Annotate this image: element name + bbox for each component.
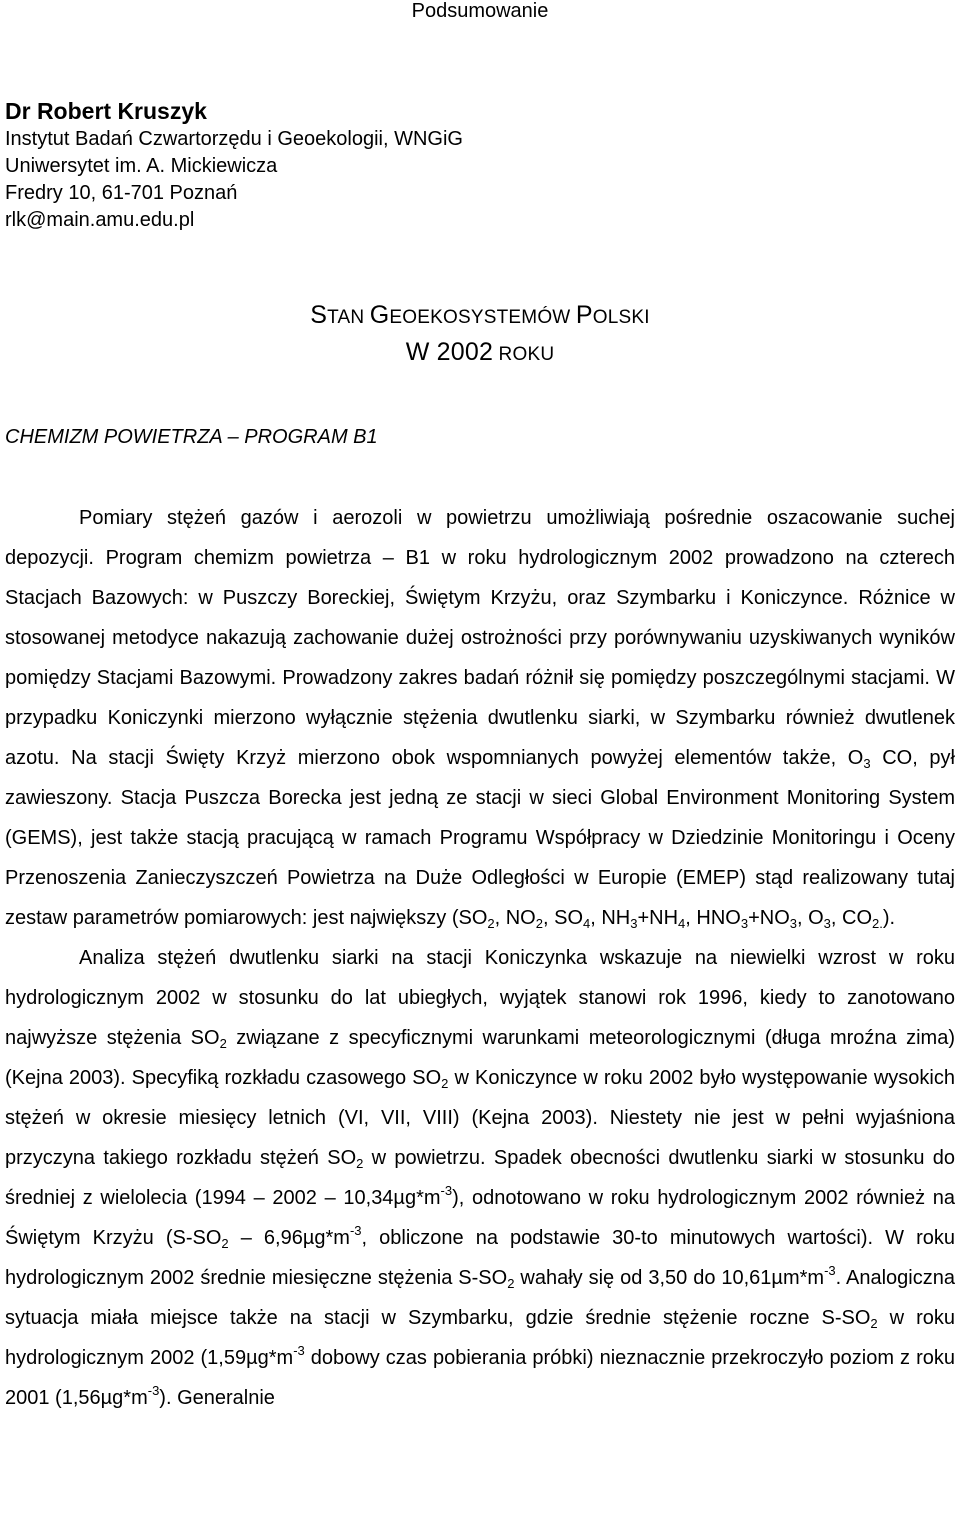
subscript: 3 (740, 916, 749, 931)
subscript: 2 (507, 1276, 515, 1291)
superscript: -3 (147, 1383, 160, 1398)
subscript: 4 (583, 916, 591, 931)
superscript: -3 (293, 1343, 305, 1358)
author-university: Uniwersytet im. A. Mickiewicza (5, 155, 278, 177)
subscript: 3 (863, 756, 871, 771)
title-word-rest: ROKU (493, 344, 555, 365)
author-affiliation: Instytut Badań Czwartorzędu i Geoekologii, WNGiG (5, 128, 463, 150)
title-word-rest: TAN (327, 307, 370, 328)
page-header (0, 0, 960, 22)
header-text: Podsumowanie (411, 0, 549, 22)
superscript: -3 (440, 1183, 453, 1198)
author-name: Dr Robert Kruszyk (5, 98, 207, 124)
title-line-2 (0, 335, 960, 372)
title-word-initial: S (310, 301, 328, 329)
title-year: W 2002 (405, 338, 494, 366)
title-word-initial: P (575, 301, 593, 329)
title-word-initial: G (369, 301, 390, 329)
subscript: 3 (789, 916, 797, 931)
subscript: 2 (870, 1316, 878, 1331)
subscript: 2 (535, 916, 543, 931)
author-address: Fredry 10, 61-701 Poznań (5, 182, 238, 204)
superscript: -3 (349, 1223, 362, 1238)
paragraph: Pomiary stężeń gazów i aerozoli w powietrzu umożliwiają pośrednie oszacowanie suchej depozycji. Program chemizm powietrza – B1 w roku hydrologicznym 2002 prowadzono na czterech Stacjach Bazowych: w Puszczy Boreckiej, Świętym Krzyżu, oraz Szymbarku i Koniczynce. Różnice w stosowanej metodyce nakazują zachowanie dużej ostrożności przy porównywaniu uzyskiwanych wyników pomiędzy Stacjami Bazowymi. Prowadzony zakres badań różnił się pomiędzy poszczególnymi stacjami. W przypadku Koniczynki mierzono wyłącznie stężenia dwutlenku siarki, w Szymbarku również dwutlenek azotu. Na stacji Święty Krzyż mierzono obok wspomnianych powyżej elementów także, $O_3$ CO, pył zawieszony. Stacja Puszcza Borecka jest jedną ze stacji w sieci Global Environment Monitoring System (GEMS), jest także stacją pracującą w ramach Programu Współpracy w Dziedzinie Monitoringu i Oceny Przenoszenia Zanieczyszczeń Powietrza na Duże Odległości w Europie (EMEP) stąd realizowany tutaj zestaw parametrów pomiarowych: jest największy ($SO_2$, $NO_2$, $SO_4$, $NH_3+NH_4$, $HNO_3+NO_3$, $O_3$, $CO_{2.}$). (5, 507, 955, 931)
subscript: 2 (487, 916, 495, 931)
subscript: 3 (630, 916, 638, 931)
subscript: 2 (219, 1036, 227, 1051)
subscript: 2 (441, 1076, 449, 1091)
subscript: 2 (221, 1236, 229, 1251)
subscript: 4 (678, 916, 686, 931)
superscript: -3 (824, 1263, 836, 1278)
document-title (0, 298, 960, 372)
body-text (5, 498, 955, 1418)
subscript: 2 (356, 1156, 364, 1171)
title-word-rest: EOEKOSYSTEMÓW (389, 307, 576, 328)
title-line-1 (0, 298, 960, 335)
title-word-rest: OLSKI (592, 307, 650, 328)
author-email: rlk@main.amu.edu.pl (5, 209, 195, 231)
section-heading: CHEMIZM POWIETRZA – PROGRAM B1 (5, 426, 378, 448)
author-block (5, 96, 945, 234)
subscript: 2. (872, 916, 883, 931)
paragraph: Analiza stężeń dwutlenku siarki na stacji Koniczynka wskazuje na niewielki wzrost w roku hydrologicznym 2002 w stosunku do lat ubiegłych, wyjątek stanowi rok 1996, kiedy to zanotowano najwyższe stężenia $SO_2$ związane z specyficznymi warunkami meteorologicznymi (długa mroźna zima) (Kejna 2003). Specyfiką rozkładu czasowego $SO_2$ w Koniczynce w roku 2002 było występowanie wysokich stężeń w okresie miesięcy letnich (VI, VII, VIII) (Kejna 2003). Niestety nie jest w pełni wyjaśniona przyczyna takiego rozkładu stężeń $SO_2$ w powietrzu. Spadek obecności dwutlenku siarki w stosunku do średniej z wielolecia $(1994 - 2002 - 10,34\mu g*m^{-3})$, odnotowano w roku hydrologicznym 2002 również na Świętym Krzyżu ($S-SO_2 - 6,96\mu g*m^{-3}$, obliczone na podstawie 30-to minutowych wartości). W roku hydrologicznym 2002 średnie miesięczne stężenia $S-SO_2$ wahały się od 3,50 do $10,61\mu m*m^{-3}$. Analogiczna sytuacja miała miejsce także na stacji w Szymbarku, gdzie średnie stężenie roczne $S-SO_2$ w roku hydrologicznym 2002 ($1,59\mu g*m^{-3}$ dobowy czas pobierania próbki) nieznacznie przekroczyło poziom z roku 2001 $(1,56\mu g*m^{-3})$. Generalnie (5, 947, 956, 1409)
subscript: 3 (823, 916, 831, 931)
